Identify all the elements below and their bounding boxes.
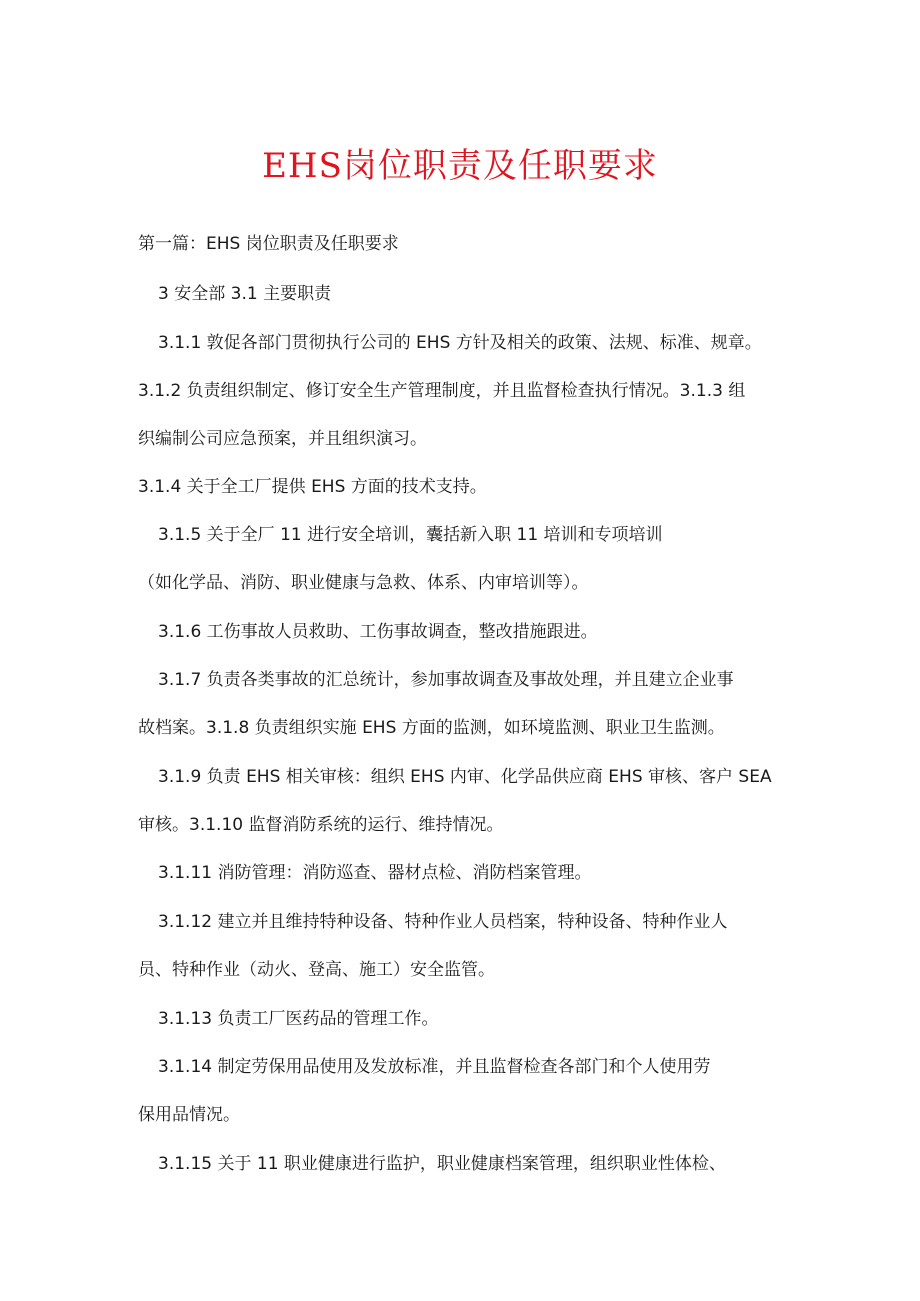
paragraph-line: 3.1.5 关于全厂 11 进行安全培训，囊括新入职 11 培训和专项培训 xyxy=(158,525,663,545)
paragraph-line: 3.1.15 关于 11 职业健康进行监护，职业健康档案管理，组织职业性体检、 xyxy=(158,1154,726,1174)
document-title: EHS岗位职责及任职要求 xyxy=(262,146,658,186)
paragraph-line: 员、特种作业（动火、登高、施工）安全监管。 xyxy=(138,960,495,980)
paragraph-line: 审核。3.1.10 监督消防系统的运行、维持情况。 xyxy=(138,815,504,835)
paragraph-line: 3 安全部 3.1 主要职责 xyxy=(158,284,332,304)
paragraph-line: 保用品情况。 xyxy=(138,1105,240,1125)
paragraph-line: 第一篇：EHS 岗位职责及任职要求 xyxy=(138,234,399,254)
paragraph-line: 3.1.12 建立并且维持特种设备、特种作业人员档案，特种设备、特种作业人 xyxy=(158,912,728,932)
paragraph-line: 3.1.11 消防管理：消防巡查、器材点检、消防档案管理。 xyxy=(158,863,592,883)
paragraph-line: （如化学品、消防、职业健康与急救、体系、内审培训等）。 xyxy=(138,573,589,593)
paragraph-line: 3.1.4 关于全工厂提供 EHS 方面的技术支持。 xyxy=(138,477,487,497)
paragraph-line: 故档案。3.1.8 负责组织实施 EHS 方面的监测，如环境监测、职业卫生监测。 xyxy=(138,718,725,738)
paragraph-line: 织编制公司应急预案，并且组织演习。 xyxy=(138,429,427,449)
paragraph-line: 3.1.1 敦促各部门贯彻执行公司的 EHS 方针及相关的政策、法规、标准、规章。 xyxy=(158,333,762,353)
paragraph-line: 3.1.2 负责组织制定、修订安全生产管理制度，并且监督检查执行情况。3.1.3 组 xyxy=(138,381,746,401)
paragraph-line: 3.1.9 负责 EHS 相关审核：组织 EHS 内审、化学品供应商 EHS 审核、客户 SEA xyxy=(158,767,772,787)
paragraph-line: 3.1.6 工伤事故人员救助、工伤事故调查，整改措施跟进。 xyxy=(158,622,598,642)
paragraph-line: 3.1.7 负责各类事故的汇总统计，参加事故调查及事故处理，并且建立企业事 xyxy=(158,670,734,690)
paragraph-line: 3.1.13 负责工厂医药品的管理工作。 xyxy=(158,1009,439,1029)
paragraph-line: 3.1.14 制定劳保用品使用及发放标准，并且监督检查各部门和个人使用劳 xyxy=(158,1057,711,1077)
